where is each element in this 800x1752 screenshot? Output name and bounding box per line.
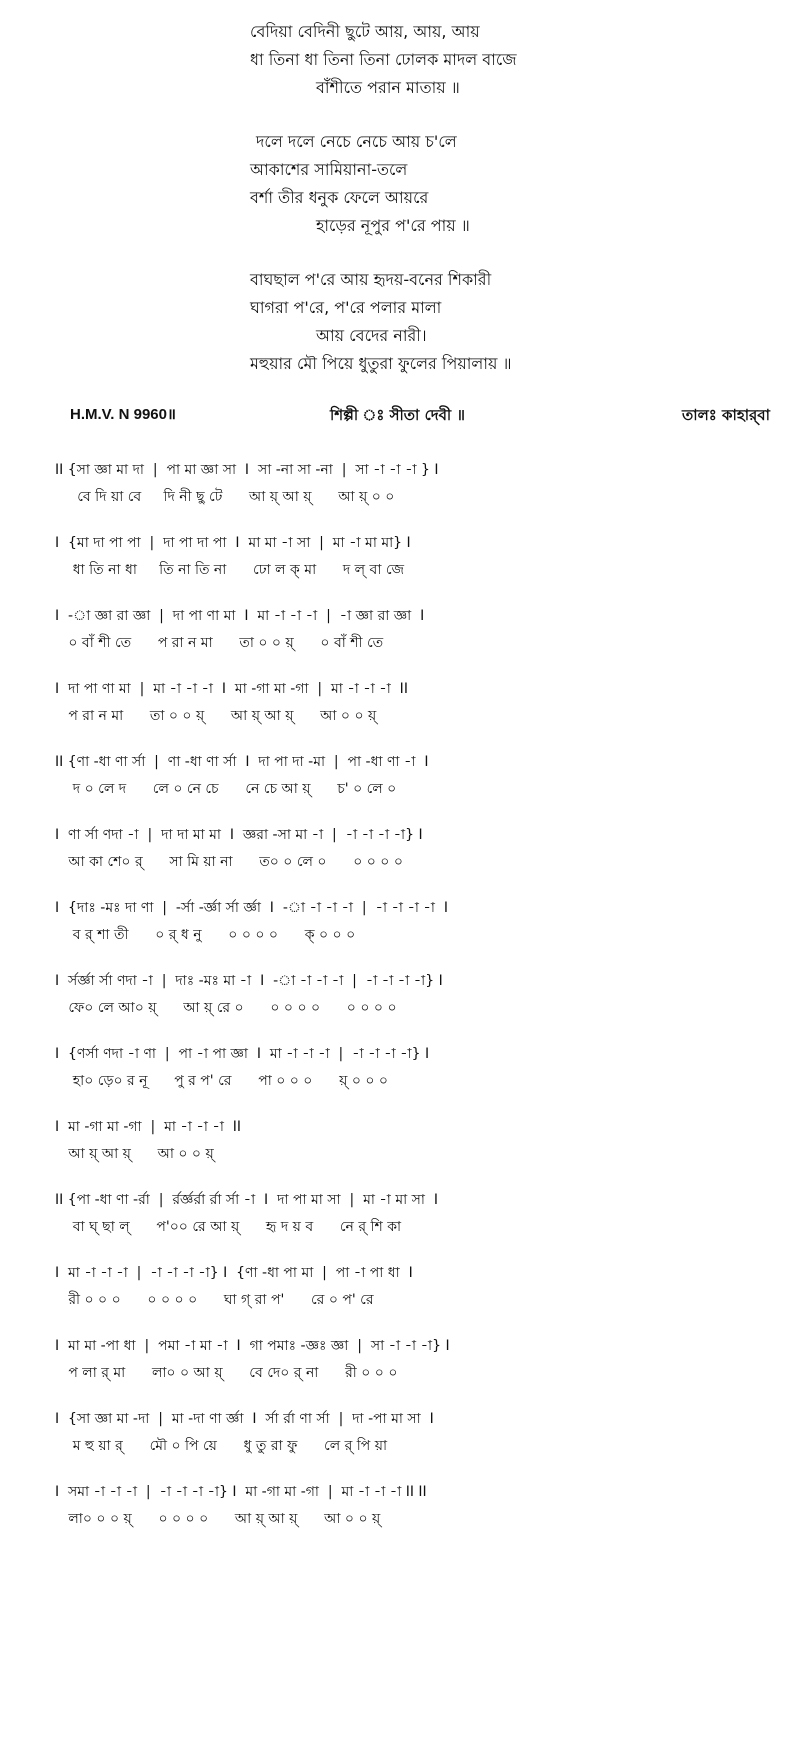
notation-row: [55, 531, 770, 591]
lyric-line: মহুয়ার মৌ পিয়ে ধুতুরা ফুলের পিয়ালায় ॥: [250, 354, 512, 373]
swara-line: I {দাঃ -মঃ দা ণা | -র্সা -র্জ্ঞা র্সা র্জ্ঞা I -া -া -া -া | -া -া -া -া I: [55, 900, 448, 916]
syllable-line: ফে০ লে আ০ য়্‌ আ য়্‌ রে ০ ০ ০ ০ ০ ০ ০ ০ ০: [55, 1000, 397, 1016]
tala-label: তালঃ কাহার্‌বা: [681, 406, 770, 424]
syllable-line: বে দি য়া বে দি নী ছু টে আ য়্‌ আ য়্‌ আ য়্‌ ০ ০: [55, 489, 395, 505]
syllable-line: আ কা শে০ র্‌ সা মি য়া না ত০ ০ লে ০ ০ ০ ০ ০: [55, 854, 403, 870]
notation-row: [55, 969, 770, 1029]
lyric-stanza: [0, 128, 800, 240]
swara-line: I সমা -া -া -া | -া -া -া -া} I মা -গা মা -গা | মা -া -া -া II II: [55, 1484, 427, 1500]
notation-row: [55, 1480, 770, 1540]
syllable-line: প রা ন মা তা ০ ০ য়্‌ আ য়্‌ আ য়্‌ আ ০ ০ য়্‌: [68, 708, 377, 724]
notation-row: [55, 458, 770, 518]
swara-line: I মা -া -া -া | -া -া -া -া} I {ণা -ধা পা মা | পা -া পা ধা I: [55, 1265, 413, 1281]
notation-row: [55, 677, 770, 737]
lyric-line: বাঘছাল প'রে আয় হৃদয়-বনের শিকারী: [250, 270, 492, 289]
syllable-line: ব র্‌ শা তী ০ র্‌ ধ নু ০ ০ ০ ০ ক্‌ ০ ০ ০: [55, 927, 356, 943]
lyric-line: বর্শা তীর ধনুক ফেলে আয়রে: [250, 188, 429, 207]
notation-row: [55, 1115, 770, 1175]
notation-row: [55, 823, 770, 883]
swara-line: II {পা -ধা ণা -র্রা | র্রর্জ্ঞর্রা র্রা র্সা -া I দা পা মা সা | মা -া মা সা I: [55, 1192, 438, 1208]
syllable-line: রী ০ ০ ০ ০ ০ ০ ০ ঘা গ্‌ রা প' রে ০ প' রে: [55, 1292, 374, 1308]
notation-row: [55, 1334, 770, 1394]
swara-line: I মা মা -পা ধা | পমা -া মা -া I গা পমাঃ -জ্ঞঃ জ্ঞা | সা -া -া -া} I: [55, 1338, 450, 1354]
notation-row: [55, 896, 770, 956]
notation-row: [55, 750, 770, 810]
syllable-line: বা ঘ্‌ ছা ল্‌ প'০০ রে আ য়্‌ হৃ দ য় ব নে র্‌ শি কা: [55, 1219, 402, 1235]
lyrics: [0, 18, 800, 404]
notation-row: [55, 1188, 770, 1248]
swara-line: I ণা র্সা ণদা -া | দা দা মা মা I জ্ঞরা -সা মা -া | -া -া -া -া} I: [55, 827, 423, 843]
swara-line: I {মা দা পা পা | দা পা দা পা I মা মা -া সা | মা -া মা মা} I: [55, 535, 411, 551]
lyric-line: ধা তিনা ধা তিনা তিনা ঢোলক মাদল বাজে: [250, 50, 517, 69]
lyric-stanza: [0, 18, 800, 102]
notation-row: [55, 1407, 770, 1467]
notation-row: [55, 1261, 770, 1321]
syllable-line: ধা তি না ধা তি না তি না ঢো ল ক্‌ মা দ ল্‌ বা জে: [55, 562, 405, 578]
lyric-stanza: [0, 266, 800, 378]
notation-row: [55, 604, 770, 664]
syllable-line: লা০ ০ ০ য়্‌ ০ ০ ০ ০ আ য়্‌ আ য়্‌ আ ০ ০ য়্‌: [68, 1511, 381, 1527]
notation-header: [70, 404, 770, 430]
swara-line: I র্সর্জ্ঞা র্সা ণদা -া | দাঃ -মঃ মা -া I -া -া -া -া | -া -া -া -া} I: [55, 973, 443, 989]
syllable-line: হা০ ড়ে০ র নূ পু র প' রে পা ০ ০ ০ য়্‌ ০ ০ ০: [55, 1073, 389, 1089]
swara-line: I দা পা ণা মা | মা -া -া -া I মা -গা মা -গা | মা -া -া -া II: [55, 681, 408, 697]
lyric-line: হাড়ের নূপুর প'রে পায় ॥: [316, 216, 470, 235]
syllable-line: ০ বাঁ শী তে প রা ন মা তা ০ ০ য়্‌ ০ বাঁ শী তে: [55, 635, 384, 651]
lyric-line: দলে দলে নেচে নেচে আয় চ'লে: [256, 132, 457, 151]
lyric-line: আয় বেদের নারী।: [316, 326, 427, 345]
syllable-line: দ ০ লে দ লে ০ নে চে নে চে আ য়্‌ চ' ০ লে ০: [55, 781, 397, 797]
syllable-line: ম হু য়া র্‌ মৌ ০ পি য়ে ধু তু রা ফু লে র্‌ পি য়া: [55, 1438, 388, 1454]
notation-row: [55, 1042, 770, 1102]
lyric-line: বাঁশীতে পরান মাতায় ॥: [316, 78, 460, 97]
swara-line: I {ণর্সা ণদা -া ণা | পা -া পা জ্ঞা I মা -া -া -া | -া -া -া -া} I: [55, 1046, 430, 1062]
syllable-line: প লা র্‌ মা লা০ ০ আ য়্‌ বে দে০ র্‌ না রী ০ ০ ০: [55, 1365, 398, 1381]
swara-line: II {সা জ্ঞা মা দা | পা মা জ্ঞা সা I সা -না সা -না | সা -া -া -া } I: [55, 462, 439, 478]
swara-line: I {সা জ্ঞা মা -দা | মা -দা ণা র্জ্ঞা I র্সা র্রা ণা র্সা | দা -পা মা সা I: [55, 1411, 434, 1427]
record-number: H.M.V. N 9960॥: [70, 406, 176, 423]
swara-line: I মা -গা মা -গা | মা -া -া -া II: [55, 1119, 242, 1135]
swara-line: I -া জ্ঞা রা জ্ঞা | দা পা ণা মা I মা -া -া -া | -া জ্ঞা রা জ্ঞা I: [55, 608, 425, 624]
lyric-line: ঘাগরা প'রে, প'রে পলার মালা: [250, 298, 442, 317]
lyric-line: আকাশের সামিয়ানা-তলে: [250, 160, 408, 179]
syllable-line: আ য়্‌ আ য়্‌ আ ০ ০ য়্‌: [68, 1146, 214, 1162]
swara-line: II {ণা -ধা ণা র্সা | ণা -ধা ণা র্সা I দা পা দা -মা | পা -ধা ণা -া I: [55, 754, 429, 770]
lyric-line: বেদিয়া বেদিনী ছুটে আয়, আয়, আয়: [250, 22, 480, 41]
artist-credit: শিল্পী ঃ সীতা দেবী ॥: [330, 406, 465, 424]
